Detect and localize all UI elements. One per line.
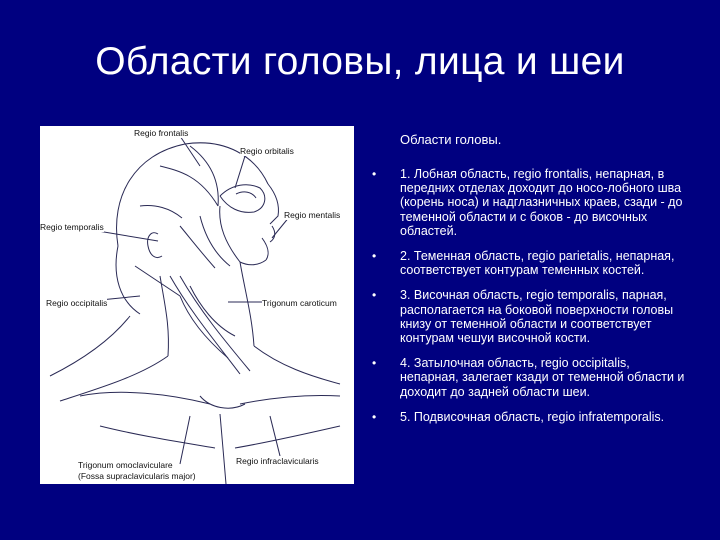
text-content	[370, 132, 690, 435]
list-item	[370, 167, 690, 238]
label-trigonum-caroticum: Trigonum caroticum	[262, 298, 337, 308]
label-fossa-supraclavicularis: (Fossa supraclavicularis major)	[78, 471, 196, 481]
label-regio-temporalis: Regio temporalis	[40, 222, 104, 232]
list-item	[370, 356, 690, 399]
label-regio-occipitalis: Regio occipitalis	[46, 298, 108, 308]
list-item-text: 4. Затылочная область, regio occipitalis, непарная, залегает кзади от теменной области и доходит до задней области шеи.	[400, 356, 685, 399]
label-regio-infraclavicularis: Regio infraclavicularis	[236, 456, 319, 466]
bullet-list	[370, 167, 690, 424]
label-regio-mentalis: Regio mentalis	[284, 210, 341, 220]
list-item-text: 2. Теменная область, regio parietalis, непарная, соответствует контурам теменных костей.	[400, 249, 675, 278]
list-item-text: 3. Височная область, regio temporalis, парная, располагается на боковой поверхности головы книзу от теменной области и соответствует контурам чешуи височной кости.	[400, 288, 674, 346]
slide-title: Области головы, лица и шеи	[95, 40, 625, 83]
list-item	[370, 249, 690, 277]
list-item-text: 5. Подвисочная область, regio infratemporalis.	[400, 409, 665, 424]
label-regio-orbitalis: Regio orbitalis	[240, 146, 294, 156]
content-heading: Области головы.	[400, 132, 502, 147]
bullet-icon: •	[372, 356, 377, 371]
list-item	[370, 410, 690, 424]
bullet-icon: •	[372, 249, 377, 264]
list-item-text: 1. Лобная область, regio frontalis, непарная, в передних отделах доходит до носо-лобного шва (корень носа) и надглазничных краев, сзади - до теменной области и с боков - до височных областей.	[400, 167, 683, 238]
bullet-icon: •	[372, 167, 377, 181]
bullet-icon: •	[372, 288, 377, 303]
label-regio-frontalis: Regio frontalis	[134, 128, 189, 138]
bullet-icon: •	[372, 409, 377, 424]
list-item	[370, 288, 690, 345]
anatomy-illustration	[40, 126, 354, 484]
label-trigonum-omoclaviculare: Trigonum omoclaviculare	[78, 460, 173, 470]
